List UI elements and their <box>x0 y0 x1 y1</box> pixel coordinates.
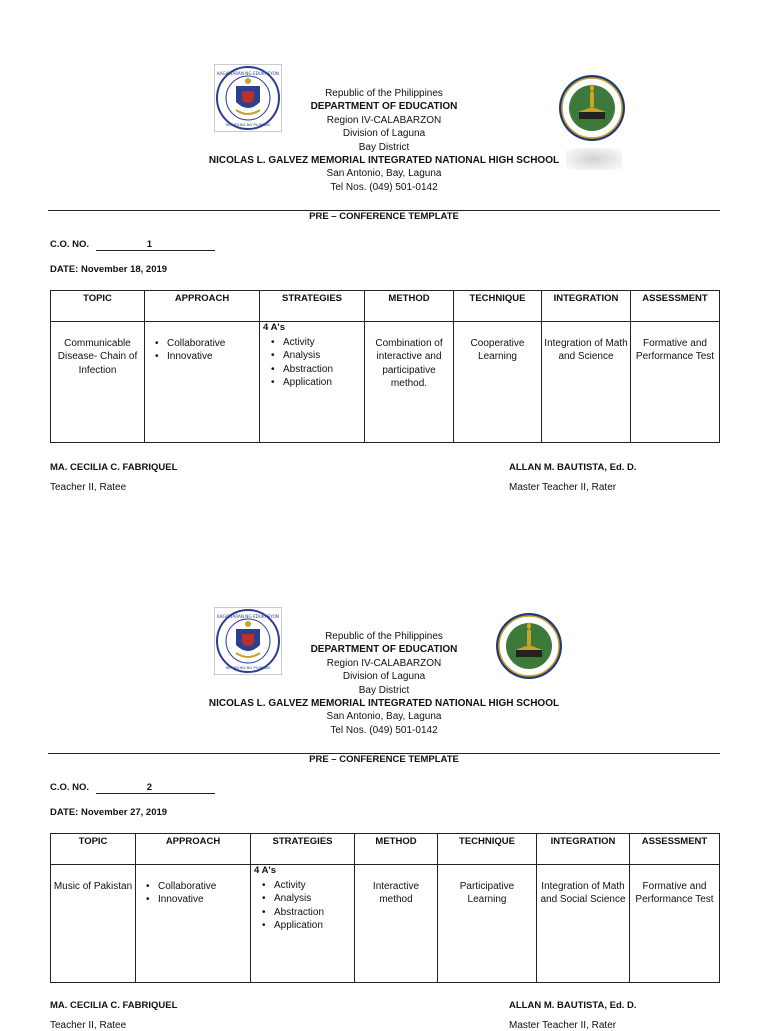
letterhead-line-4: Division of Laguna <box>342 128 426 140</box>
letterhead-line-1: Republic of the Philippines <box>325 88 443 99</box>
ratee-signature <box>50 1000 177 1031</box>
ratee-signature <box>50 462 177 493</box>
cell-method: Combination of interactive and participative method. <box>365 322 454 443</box>
letterhead-line-2: DEPARTMENT OF EDUCATION <box>310 644 458 656</box>
letterhead <box>0 630 768 737</box>
table-header-row <box>51 834 720 865</box>
col-strategies: STRATEGIES <box>260 291 365 322</box>
cell-approach <box>136 865 251 983</box>
cell-assessment: Formative and Performance Test <box>631 322 720 443</box>
approach-item: • Innovative <box>138 893 248 906</box>
col-strategies: STRATEGIES <box>251 834 355 865</box>
template-title: PRE – CONFERENCE TEMPLATE <box>309 754 459 765</box>
col-assessment: ASSESSMENT <box>631 291 720 322</box>
rater-signature <box>509 1000 637 1031</box>
col-approach: APPROACH <box>145 291 260 322</box>
cell-integration: Integration of Math and Science <box>542 322 631 443</box>
letterhead-line-4: Division of Laguna <box>342 671 426 683</box>
approach-item: • Innovative <box>147 350 257 363</box>
co-number-field <box>50 782 215 794</box>
ratee-name: MA. CECILIA C. FABRIQUEL <box>50 462 178 473</box>
date-value: November 27, 2019 <box>80 807 168 818</box>
rater-role: Master Teacher II, Rater <box>509 1020 617 1031</box>
ratee-name: MA. CECILIA C. FABRIQUEL <box>50 1000 178 1011</box>
school-name: NICOLAS L. GALVEZ MEMORIAL INTEGRATED NATIONAL HIGH SCHOOL <box>208 698 560 710</box>
cell-approach <box>145 322 260 443</box>
date-field <box>50 807 167 818</box>
table-header-row <box>51 291 720 322</box>
date-label: DATE: <box>50 264 79 275</box>
cell-assessment: Formative and Performance Test <box>630 865 720 983</box>
strategy-item: • Abstraction <box>263 363 362 376</box>
rater-name: ALLAN M. BAUTISTA, Ed. D. <box>509 462 637 473</box>
rater-name: ALLAN M. BAUTISTA, Ed. D. <box>509 1000 637 1011</box>
co-number-field <box>50 239 215 251</box>
co-label: C.O. NO. <box>50 782 90 793</box>
col-topic: TOPIC <box>51 834 136 865</box>
letterhead-line-7: San Antonio, Bay, Laguna <box>326 711 442 723</box>
strategy-item: • Analysis <box>254 892 352 905</box>
cell-technique: Participative Learning <box>438 865 537 983</box>
col-technique: TECHNIQUE <box>454 291 542 322</box>
table-row <box>51 865 720 983</box>
lesson-plan-table <box>50 833 720 983</box>
strategy-item: • Analysis <box>263 349 362 362</box>
cell-strategies <box>251 865 355 983</box>
deped-seal-subtext: REPUBLIKA NG PILIPINAS <box>225 123 271 127</box>
letterhead-line-1: Republic of the Philippines <box>325 631 443 642</box>
letterhead-line-5: Bay District <box>358 141 410 153</box>
strategy-item: • Abstraction <box>254 906 352 919</box>
letterhead <box>0 87 768 194</box>
date-label: DATE: <box>50 807 79 818</box>
cell-topic: Communicable Disease- Chain of Infection <box>51 322 145 443</box>
letterhead-line-5: Bay District <box>358 684 410 696</box>
date-field <box>50 264 167 275</box>
co-number: 2 <box>146 782 152 793</box>
strategy-heading: 4 A's <box>254 865 276 876</box>
col-integration: INTEGRATION <box>542 291 631 322</box>
col-assessment: ASSESSMENT <box>630 834 720 865</box>
table-row <box>51 322 720 443</box>
co-number: 1 <box>146 239 152 250</box>
strategy-heading: 4 A's <box>263 322 285 333</box>
letterhead-line-2: DEPARTMENT OF EDUCATION <box>310 101 458 113</box>
school-name: NICOLAS L. GALVEZ MEMORIAL INTEGRATED NATIONAL HIGH SCHOOL <box>208 155 560 167</box>
letterhead-line-8: Tel Nos. (049) 501-0142 <box>330 181 438 193</box>
letterhead-line-3: Region IV-CALABARZON <box>326 657 442 669</box>
cell-method: Interactive method <box>355 865 438 983</box>
rater-role: Master Teacher II, Rater <box>509 482 617 493</box>
lesson-plan-table <box>50 290 720 443</box>
cell-technique: Cooperative Learning <box>454 322 542 443</box>
co-label: C.O. NO. <box>50 239 90 250</box>
col-integration: INTEGRATION <box>537 834 630 865</box>
cell-topic: Music of Pakistan <box>51 865 136 983</box>
ratee-role: Teacher II, Ratee <box>50 482 127 493</box>
cell-strategies <box>260 322 365 443</box>
approach-item: • Collaborative <box>147 337 257 350</box>
col-method: METHOD <box>355 834 438 865</box>
col-approach: APPROACH <box>136 834 251 865</box>
col-method: METHOD <box>365 291 454 322</box>
deped-seal-text: KAGAWARAN NG EDUKASYON <box>217 614 279 619</box>
ratee-role: Teacher II, Ratee <box>50 1020 127 1031</box>
col-topic: TOPIC <box>51 291 145 322</box>
cell-integration: Integration of Math and Social Science <box>537 865 630 983</box>
deped-seal-subtext: REPUBLIKA NG PILIPINAS <box>225 666 271 670</box>
date-value: November 18, 2019 <box>80 264 168 275</box>
letterhead-line-7: San Antonio, Bay, Laguna <box>326 168 442 180</box>
strategy-item: • Application <box>254 919 352 932</box>
strategy-item: • Activity <box>263 336 362 349</box>
strategy-item: • Application <box>263 376 362 389</box>
letterhead-line-8: Tel Nos. (049) 501-0142 <box>330 724 438 736</box>
strategy-item: • Activity <box>254 879 352 892</box>
letterhead-line-3: Region IV-CALABARZON <box>326 114 442 126</box>
col-technique: TECHNIQUE <box>438 834 537 865</box>
deped-seal-text: KAGAWARAN NG EDUKASYON <box>217 71 279 76</box>
approach-item: • Collaborative <box>138 880 248 893</box>
template-title: PRE – CONFERENCE TEMPLATE <box>309 211 459 222</box>
rater-signature <box>509 462 637 493</box>
